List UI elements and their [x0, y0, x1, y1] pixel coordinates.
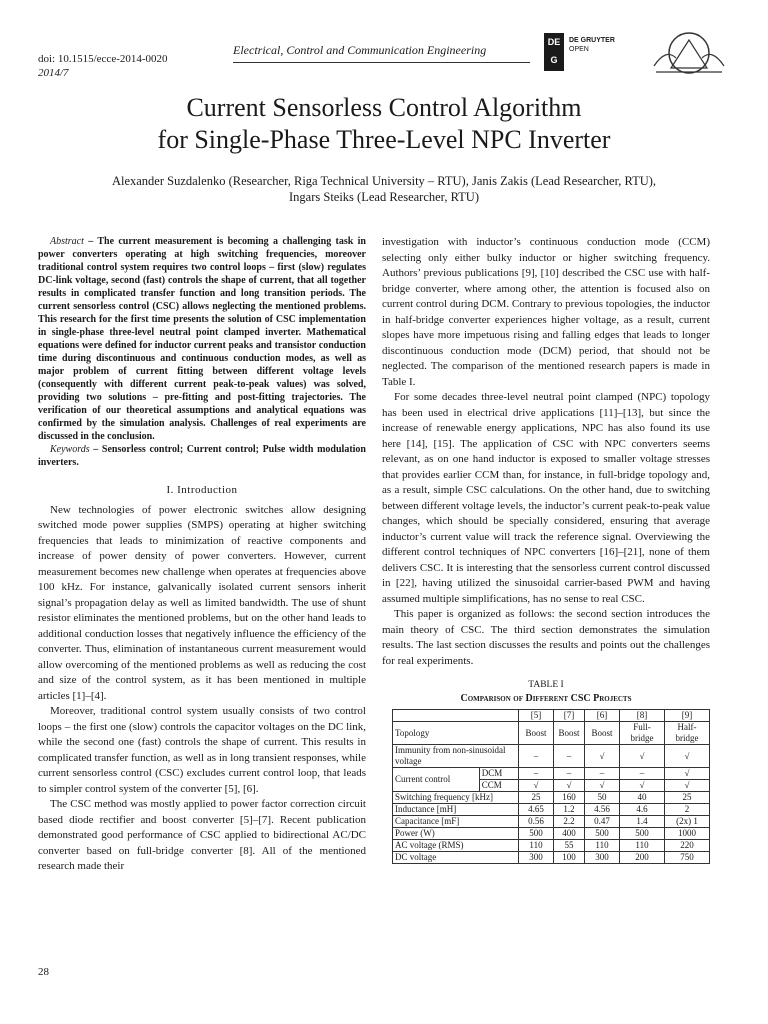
section-heading: I. Introduction — [166, 484, 238, 496]
comparison-table — [392, 709, 710, 864]
table-row: CCM √ √ √ √ √ — [393, 780, 710, 792]
table-header-row: [5] [7] [6] [8] [9] — [393, 710, 710, 722]
issue-year: 2014/7 — [38, 67, 69, 79]
paragraph: For some decades three-level neutral point clamped (NPC) topology has been used in electrical drive applications [11]–[13], but since the increase of renewable energy applications, NPC has also found its use here [14], [15]. The application of CSC with NPC converters seems relevant, as on one hand inductor is exposed to smaller voltage stresses that provides earlier CCM than, for instance, in full-bridge topology and, as a result, simple CSC calculations. On the other hand, due to switching between different voltage levels, the inductor’s current peak-to-peak value changes, which should be specially considered, ensuring that average inductor’s current value will track the reference signal. Overviewing the different control techniques of NPC converters [16]–[21], none of them delivers CSC. It is interesting that the sensorless current control discussed in [22], having utilized the sinusoidal carrier-based PWM and having assumed multiple simplifications, has no sense to real CSC. — [382, 391, 710, 605]
table-row: Capacitance [mF] 0.56 2.2 0.47 1.4 (2x) 1 — [393, 816, 710, 828]
right-column — [382, 235, 710, 864]
paragraph: This paper is organized as follows: the second section introduces the main theory of CSC. The third section demonstrates the simulation results. The last section discusses the results and points out the challenges for real experiments. — [382, 608, 710, 667]
page-number: 28 — [38, 966, 49, 978]
table-row: Current control DCM – – – – √ — [393, 768, 710, 780]
rtu-seal-icon — [646, 28, 732, 78]
table-row: Power (W) 500 400 500 500 1000 — [393, 828, 710, 840]
table-row: Topology Boost Boost Boost Full-bridge Half-bridge — [393, 722, 710, 745]
authors: Alexander Suzdalenko (Researcher, Riga Technical University – RTU), Janis Zakis (Lead Researcher, RTU), Ingars Steiks (Lead Researcher, RTU) — [111, 174, 657, 204]
paragraph: The CSC method was mostly applied to power factor correction circuit based diode rectifier and boost converter [5]–[7]. Recent publication demonstrated good performance of CSC applied to bidirectional AC/DC converter based on full-bridge converter [8]. All of the mentioned research made their — [38, 798, 366, 872]
table-row: AC voltage (RMS) 110 55 110 110 220 — [393, 840, 710, 852]
keywords: Keywords – Sensorless control; Current control; Pulse width modulation inverters. — [38, 444, 366, 468]
table-row: Switching frequency [kHz] 25 160 50 40 25 — [393, 792, 710, 804]
table-caption: TABLE I Comparison of Different CSC Projects — [460, 680, 632, 704]
header-rule — [233, 62, 530, 63]
abstract: Abstract – The current measurement is becoming a challenging task in power converters operating at high switching frequencies, moreover traditional control system requires two control loops – first (slow) regulates DC-link voltage, second (fast) controls the shape of current, that all together results in complicated transfer function and long transition periods. The current sensorless control (CSC) allows neglecting the mentioned problems. This research for the first time presents the solution of CSC implementation in single-phase three-level neutral point clamped inverter. Mathematical equations were defined for inductor current peaks and transistor conduction time during discontinuous and continuous conduction modes, as well as major problem of current fitting between different voltage levels (consequently with different current peak-to-peak values) was solved, providing two solutions – pre-fitting and post-fitting trajectories. The verification of our theoretical assumptions and analytical equations was confirmed by the simulation analysis. Challenges of real experiments are discussed in the conclusion. — [38, 236, 366, 442]
table-row: Immunity from non-sinusoidal voltage – – √ √ √ — [393, 745, 710, 768]
paragraph: investigation with inductor’s continuous conduction mode (CCM) selecting only either bulky inductor or higher switching frequency. Authors’ previous publications [9], [10] described the CSC use with half-bridge converter, where among other, the attention is focused also on current control during DCM. Contrary to previous topologies, the inductor in half-bridge converter experiences higher voltage, as a result, current slopes have more impetuous rising and falling edges that leads to longer discontinuous conduction mode (DCM) period, that should not be neglected. The comparison of the mentioned research papers is made in Table I. — [382, 236, 710, 388]
publisher-label: DE GRUYTER OPEN — [569, 37, 615, 53]
left-column — [38, 235, 366, 875]
paragraph: Moreover, traditional control system usually consists of two control loops – the first one (slow) controls the capacitor voltages on the DC link, while the second one (fast) controls the shape of current. This results in complicated transfer function, as well as in long transient responses, while current sensorless control (CSC) excludes current control loop, that leads to simpler control system of the converter [5], [6]. — [38, 705, 366, 795]
doi: doi: 10.1515/ecce-2014-0020 — [38, 53, 168, 65]
paper-title: Current Sensorless Control Algorithm for Single-Phase Three-Level NPC Inverter — [157, 93, 611, 154]
journal-name: Electrical, Control and Communication Engineering — [233, 43, 487, 57]
table-row: Inductance [mH] 4.65 1.2 4.56 4.6 2 — [393, 804, 710, 816]
de-gruyter-logo: DE G — [544, 33, 564, 71]
paragraph: New technologies of power electronic switches allow designing switched mode power supplies (SMPS) operating at higher switching frequencies that leads to minimization of reactive components and increase of power density of power converters. However, current measurement becomes new challenge when operates at frequencies above 100 kHz. For instance, galvanically isolated current sensors inherit signal’s propagation delay as well as limited bandwidth. The use of shunt resistor eliminates the mentioned problems, but on the other hand leads to additional conduction losses that negatively influence the efficiency of the converter. Thus, elimination of instantaneous current measurement would allow overcoming of the mentioned problems as well as reducing the cost and size of the control system, as it has been mentioned in multiple articles [1]–[4]. — [38, 503, 366, 702]
table-row: DC voltage 300 100 300 200 750 — [393, 852, 710, 864]
